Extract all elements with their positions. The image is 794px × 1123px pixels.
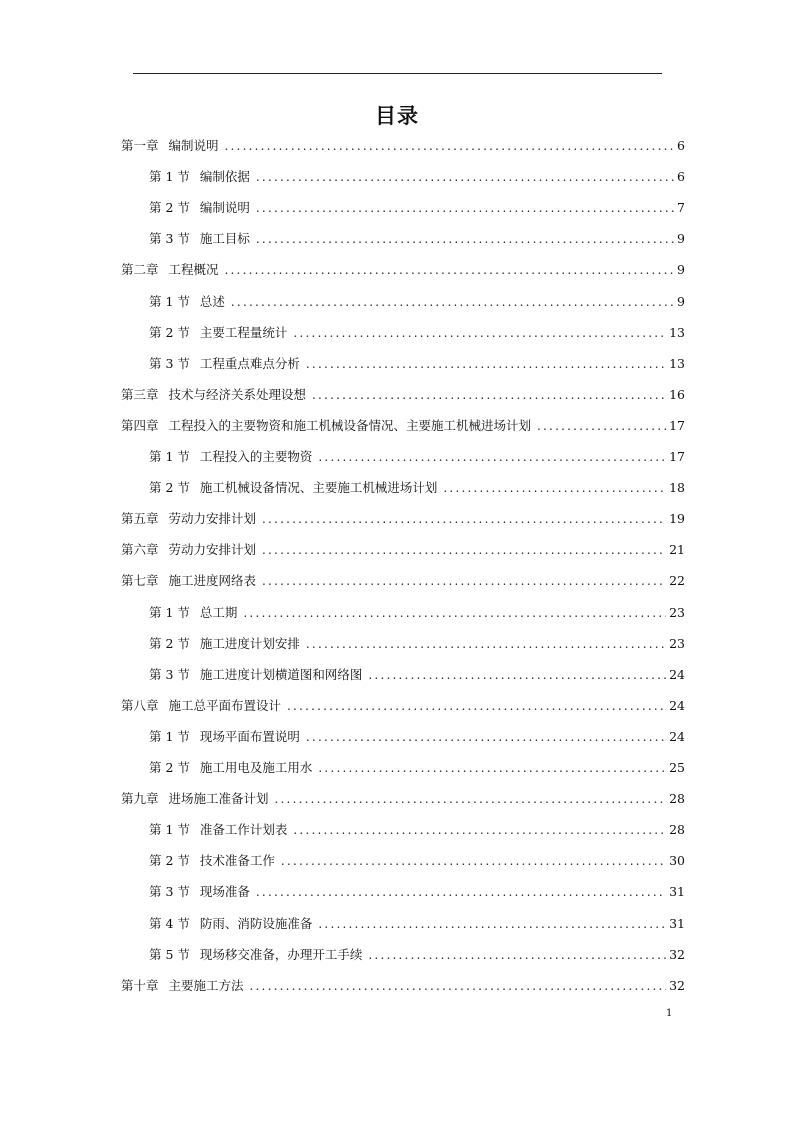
toc-entry-number: 第 1 节 — [149, 293, 190, 309]
toc-dot-leader — [225, 262, 675, 278]
toc-entry-title: 施工用电及施工用水 — [199, 760, 313, 775]
toc-section-entry[interactable] — [149, 449, 685, 465]
toc-entry-number: 第 2 节 — [149, 200, 190, 216]
toc-section-entry[interactable] — [149, 667, 685, 683]
toc-dot-leader — [287, 698, 666, 714]
toc-entry-title: 编制依据 — [199, 169, 250, 185]
toc-section-entry[interactable] — [149, 325, 685, 341]
toc-section-entry[interactable] — [149, 294, 685, 310]
toc-dot-leader — [318, 760, 666, 776]
toc-entry-number: 第 4 节 — [149, 915, 190, 931]
toc-chapter-entry[interactable] — [121, 978, 685, 994]
toc-entry-page: 31 — [669, 915, 685, 931]
toc-entry-number: 第 1 节 — [149, 449, 190, 464]
toc-dot-leader — [243, 605, 666, 621]
footer-page-number: 1 — [666, 1008, 673, 1019]
toc-section-entry[interactable] — [149, 822, 685, 838]
toc-entry-number: 第 5 节 — [149, 946, 190, 962]
toc-entry-page: 24 — [669, 697, 685, 713]
toc-entry-number: 第八章 — [121, 697, 159, 713]
toc-dot-leader — [537, 418, 666, 434]
toc-entry-number: 第九章 — [121, 791, 159, 807]
toc-entry-title: 现场平面布置说明 — [199, 728, 300, 744]
toc-section-entry[interactable] — [149, 916, 685, 932]
toc-entry-title: 施工机械设备情况、主要施工机械进场计划 — [199, 480, 438, 496]
toc-section-entry[interactable] — [149, 169, 685, 185]
toc-entry-page: 22 — [669, 573, 685, 589]
toc-chapter-entry[interactable] — [121, 138, 685, 154]
toc-entry-page: 18 — [669, 480, 685, 496]
toc-entry-title: 主要工程量统计 — [199, 324, 288, 340]
toc-entry-number: 第 2 节 — [149, 760, 190, 775]
toc-dot-leader — [231, 294, 674, 310]
toc-entry-page: 32 — [669, 946, 685, 962]
toc-entry-page: 16 — [669, 386, 685, 402]
toc-entry-title: 总述 — [199, 293, 225, 309]
toc-dot-leader — [443, 480, 666, 496]
toc-section-entry[interactable] — [149, 760, 685, 776]
toc-section-entry[interactable] — [149, 356, 685, 372]
toc-section-entry[interactable] — [149, 853, 685, 869]
toc-entry-title: 施工目标 — [199, 231, 250, 247]
toc-entry-title: 编制说明 — [168, 138, 219, 153]
toc-entry-page: 25 — [669, 760, 685, 775]
toc-entry-page: 17 — [669, 449, 685, 464]
toc-entry-page: 32 — [669, 977, 685, 993]
toc-chapter-entry[interactable] — [121, 418, 685, 434]
toc-dot-leader — [312, 387, 666, 403]
toc-chapter-entry[interactable] — [121, 573, 685, 589]
toc-entry-number: 第六章 — [121, 542, 159, 558]
toc-entry-number: 第七章 — [121, 573, 159, 589]
toc-section-entry[interactable] — [149, 884, 685, 900]
toc-entry-number: 第 2 节 — [149, 480, 190, 496]
toc-entry-number: 第 3 节 — [149, 355, 190, 371]
toc-entry-page: 13 — [669, 355, 685, 371]
toc-entry-number: 第 1 节 — [149, 728, 190, 744]
toc-entry-title: 技术与经济关系处理设想 — [168, 386, 307, 402]
toc-entry-page: 17 — [669, 417, 685, 433]
toc-entry-page: 24 — [669, 728, 685, 744]
toc-dot-leader — [281, 853, 666, 869]
toc-dot-leader — [256, 200, 674, 216]
toc-dot-leader — [262, 573, 666, 589]
toc-dot-leader — [275, 791, 667, 807]
toc-entry-title: 劳动力安排计划 — [168, 511, 257, 527]
toc-dot-leader — [225, 138, 675, 154]
header-rule — [133, 73, 662, 74]
toc-entry-page: 23 — [669, 604, 685, 620]
toc-entry-title: 施工进度计划横道图和网络图 — [199, 666, 363, 682]
toc-entry-page: 9 — [677, 231, 685, 247]
toc-dot-leader — [318, 916, 666, 932]
toc-section-entry[interactable] — [149, 636, 685, 652]
toc-dot-leader — [250, 978, 667, 994]
toc-entry-page: 24 — [669, 666, 685, 682]
toc-entry-number: 第十章 — [121, 977, 159, 993]
toc-dot-leader — [256, 231, 674, 247]
toc-entry-number: 第 2 节 — [149, 324, 190, 340]
toc-entry-page: 23 — [669, 635, 685, 651]
toc-entry-number: 第 3 节 — [149, 231, 190, 247]
toc-entry-page: 13 — [669, 324, 685, 340]
toc-entry-title: 准备工作计划表 — [199, 822, 288, 838]
toc-section-entry[interactable] — [149, 605, 685, 621]
toc-entry-number: 第 2 节 — [149, 853, 190, 869]
toc-entry-number: 第三章 — [121, 386, 159, 402]
toc-entry-title: 技术准备工作 — [199, 853, 275, 869]
toc-chapter-entry[interactable] — [121, 511, 685, 527]
toc-entry-page: 7 — [677, 200, 685, 216]
toc-section-entry[interactable] — [149, 231, 685, 247]
toc-dot-leader — [293, 822, 666, 838]
toc-entry-page: 6 — [677, 138, 685, 153]
toc-dot-leader — [293, 325, 666, 341]
toc-dot-leader — [318, 449, 666, 465]
toc-dot-leader — [256, 169, 674, 185]
toc-entry-title: 施工总平面布置设计 — [168, 697, 282, 713]
toc-entry-title: 施工进度网络表 — [168, 573, 257, 589]
toc-entry-title: 防雨、消防设施准备 — [199, 915, 313, 931]
toc-entry-title: 劳动力安排计划 — [168, 542, 257, 558]
toc-entry-title: 工程投入的主要物资和施工机械设备情况、主要施工机械进场计划 — [168, 417, 532, 433]
toc-dot-leader — [368, 667, 666, 683]
toc-entry-title: 编制说明 — [199, 200, 250, 216]
toc-dot-leader — [262, 511, 666, 527]
toc-entry-page: 28 — [669, 791, 685, 807]
toc-section-entry[interactable] — [149, 947, 685, 963]
toc-entry-number: 第一章 — [121, 138, 159, 153]
toc-entry-page: 30 — [669, 853, 685, 869]
toc-entry-page: 28 — [669, 822, 685, 838]
toc-entry-number: 第二章 — [121, 262, 159, 278]
page-title: 目录 — [375, 103, 419, 128]
toc-section-entry[interactable] — [149, 200, 685, 216]
toc-entry-page: 9 — [677, 262, 685, 278]
toc-entry-number: 第 3 节 — [149, 666, 190, 682]
toc-entry-page: 9 — [677, 293, 685, 309]
toc-entry-title: 工程重点难点分析 — [199, 355, 300, 371]
toc-entry-number: 第四章 — [121, 417, 159, 433]
toc-entry-page: 21 — [669, 542, 685, 558]
toc-dot-leader — [368, 947, 666, 963]
toc-dot-leader — [256, 884, 666, 900]
toc-entry-number: 第 3 节 — [149, 884, 190, 900]
toc-entry-number: 第 1 节 — [149, 604, 190, 620]
toc-chapter-entry[interactable] — [121, 791, 685, 807]
toc-entry-title: 总工期 — [199, 604, 238, 620]
toc-entry-title: 主要施工方法 — [168, 977, 244, 993]
toc-entry-page: 19 — [669, 511, 685, 527]
toc-entry-title: 现场移交准备，办理开工手续 — [199, 946, 363, 962]
toc-entry-number: 第五章 — [121, 511, 159, 527]
toc-entry-number: 第 1 节 — [149, 169, 190, 185]
toc-dot-leader — [306, 729, 666, 745]
toc-entry-title: 现场准备 — [199, 884, 250, 900]
toc-chapter-entry[interactable] — [121, 542, 685, 558]
toc-entry-number: 第 1 节 — [149, 822, 190, 838]
toc-entry-page: 6 — [677, 169, 685, 185]
toc-entry-title: 工程概况 — [168, 262, 219, 278]
toc-entry-number: 第 2 节 — [149, 635, 190, 651]
toc-chapter-entry[interactable] — [121, 387, 685, 403]
toc-dot-leader — [262, 542, 666, 558]
toc-chapter-entry[interactable] — [121, 262, 685, 278]
toc-dot-leader — [306, 636, 666, 652]
toc-entry-page: 31 — [669, 884, 685, 900]
toc-chapter-entry[interactable] — [121, 698, 685, 714]
toc-dot-leader — [306, 356, 666, 372]
toc-section-entry[interactable] — [149, 480, 685, 496]
toc-entry-title: 工程投入的主要物资 — [199, 449, 313, 464]
toc-section-entry[interactable] — [149, 729, 685, 745]
toc-entry-title: 施工进度计划安排 — [199, 635, 300, 651]
toc-entry-title: 进场施工准备计划 — [168, 791, 269, 807]
